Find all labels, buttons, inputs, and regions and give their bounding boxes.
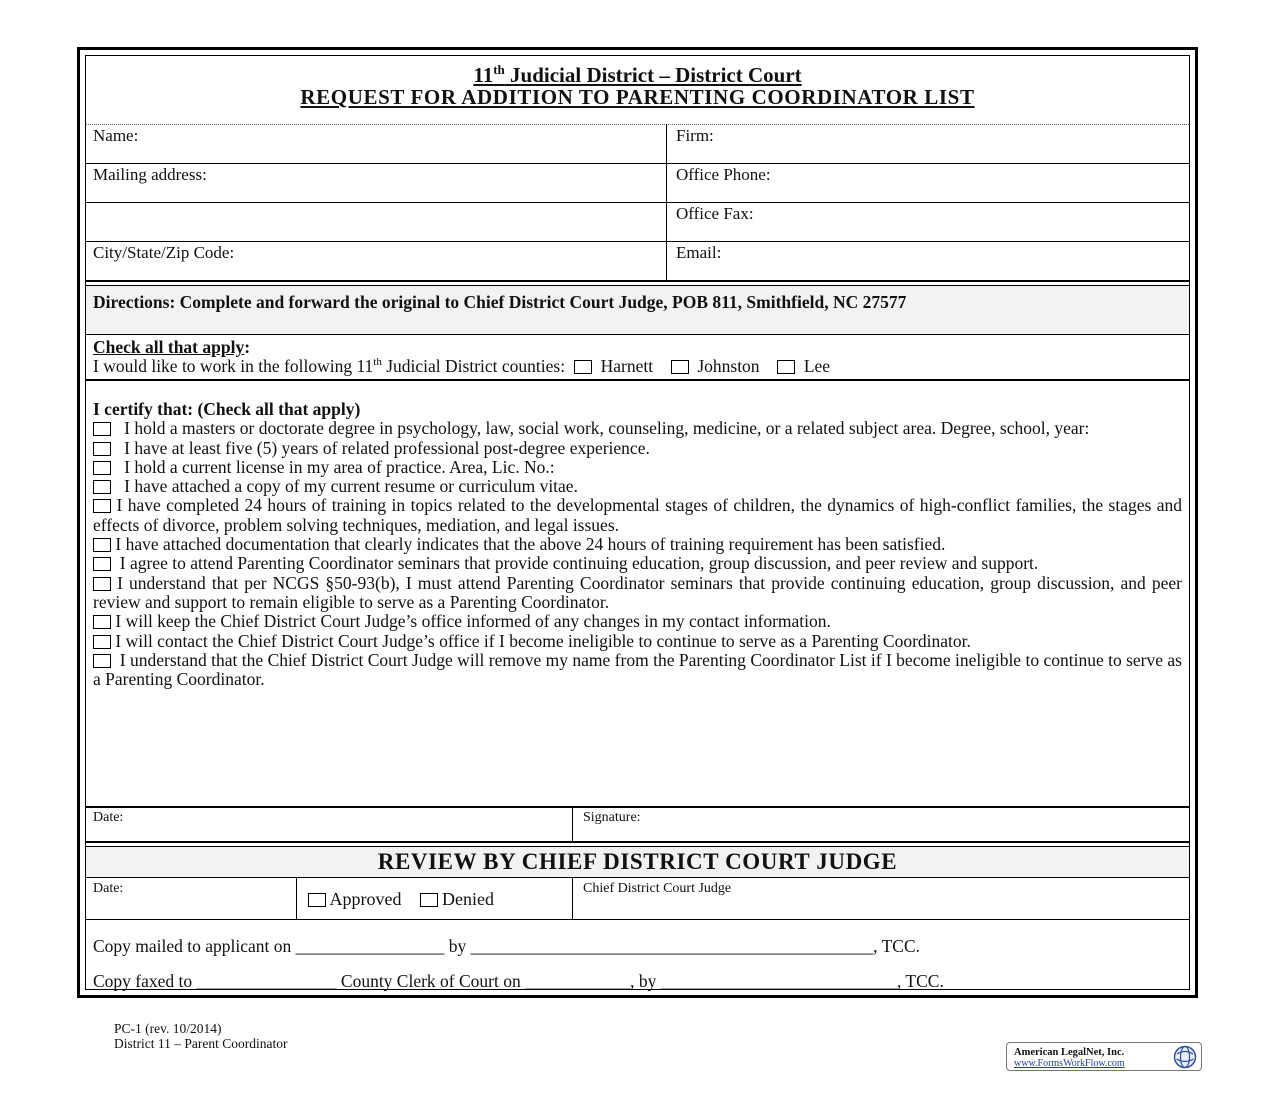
copy-mailed-line[interactable]: Copy mailed to applicant on _________________ by ______________________________________________, TCC. <box>93 936 921 956</box>
divider <box>86 919 1189 920</box>
certify-checkbox-6[interactable] <box>93 538 111 552</box>
certify-item <box>93 439 1182 458</box>
harnett-checkbox[interactable] <box>574 360 592 374</box>
certify-text-10: I will contact the Chief District Court Judge’s office if I become ineligible to continue to serve as a Parenting Coordinator. <box>115 630 971 651</box>
judge-signature-label[interactable]: Chief District Court Judge <box>583 881 732 896</box>
check-all-label <box>93 337 250 358</box>
office-phone-field-label[interactable]: Office Phone: <box>676 165 771 184</box>
form-footer <box>114 1021 287 1051</box>
certify-checkbox-4[interactable] <box>93 480 111 494</box>
certify-checkbox-8[interactable] <box>93 577 111 591</box>
form-number: PC-1 (rev. 10/2014) <box>114 1021 222 1036</box>
form-inner-border <box>85 55 1190 990</box>
certify-text-3: I hold a current license in my area of practice. Area, Lic. No.: <box>124 456 555 477</box>
lee-label: Lee <box>803 356 831 376</box>
certify-item <box>93 535 1182 554</box>
check-all-text: Check all that apply <box>93 337 245 357</box>
check-all-colon: : <box>244 337 251 357</box>
approved-label: Approved <box>329 889 402 909</box>
divider <box>86 163 1189 164</box>
lee-checkbox[interactable] <box>777 360 795 374</box>
certify-checkbox-7[interactable] <box>93 557 111 571</box>
review-date-field-label[interactable]: Date: <box>93 881 124 896</box>
divider <box>86 124 1189 125</box>
certify-section <box>93 400 1182 689</box>
form-outer-border <box>77 47 1198 998</box>
applicant-date-field-label[interactable]: Date: <box>93 810 124 825</box>
directions-section <box>86 286 1189 335</box>
johnston-checkbox[interactable] <box>671 360 689 374</box>
divider <box>86 280 1189 282</box>
certify-item <box>93 632 1182 651</box>
johnston-label: Johnston <box>697 356 760 376</box>
certify-text-11: I understand that the Chief District Court Judge will remove my name from the Parenting Coordinator List if I become ineligible to continue to serve as a Parenting Coordinator. <box>93 649 1182 690</box>
form-district: District 11 – Parent Coordinator <box>114 1036 288 1051</box>
title-ordinal: 11 <box>473 63 494 87</box>
form-title-line2: REQUEST FOR ADDITION TO PARENTING COORDINATOR LIST <box>300 85 975 109</box>
legalnet-logo[interactable] <box>1006 1042 1202 1071</box>
title-court: Judicial District – District Court <box>504 63 802 87</box>
counties-ordinal-suffix: th <box>373 356 382 369</box>
certify-text-5: I have completed 24 hours of training in topics related to the developmental stages of children, the dynamics of high-conflict families, the stages and effects of divorce, problem solving techniques, mediation, and legal issues. <box>93 495 1183 535</box>
column-divider <box>572 807 573 842</box>
denied-label: Denied <box>442 889 494 909</box>
certify-text-2: I have at least five (5) years of related professional post-degree experience. <box>124 437 650 458</box>
copy-faxed-line[interactable]: Copy faxed to ________________ County Clerk of Court on ____________, by ___________________________, TCC. <box>93 971 944 991</box>
divider <box>86 841 1189 843</box>
certify-checkbox-3[interactable] <box>93 461 111 475</box>
certify-text-4: I have attached a copy of my current resume or curriculum vitae. <box>124 476 578 497</box>
divider <box>86 379 1189 381</box>
denied-checkbox[interactable] <box>420 893 438 907</box>
certify-item <box>93 419 1182 438</box>
firm-field-label[interactable]: Firm: <box>676 126 714 145</box>
divider <box>86 334 1189 335</box>
certify-checkbox-10[interactable] <box>93 635 111 649</box>
decision-row <box>308 889 494 910</box>
certify-text-1: I hold a masters or doctorate degree in psychology, law, social work, counseling, medicine, or a related subject area. Degree, school, year: <box>124 418 1090 439</box>
counties-prefix-rest: Judicial District counties: <box>381 356 566 376</box>
certify-item <box>93 458 1182 477</box>
city-state-zip-field-label[interactable]: City/State/Zip Code: <box>93 243 235 262</box>
applicant-signature-field-label[interactable]: Signature: <box>583 810 641 825</box>
certify-item <box>93 477 1182 496</box>
office-fax-field-label[interactable]: Office Fax: <box>676 204 754 223</box>
column-divider <box>572 878 573 919</box>
divider <box>86 806 1189 808</box>
certify-item <box>93 612 1182 631</box>
globe-icon <box>1173 1045 1197 1069</box>
review-heading: REVIEW BY CHIEF DISTRICT COURT JUDGE <box>86 847 1189 877</box>
certify-checkbox-5[interactable] <box>93 499 111 513</box>
certify-text-6: I have attached documentation that clearly indicates that the above 24 hours of training requirement has been satisfied. <box>115 534 946 555</box>
harnett-label: Harnett <box>600 356 654 376</box>
certify-text-8: I understand that per NCGS §50-93(b), I must attend Parenting Coordinator seminars that provide continuing education, group discussion, and peer review and support to remain eligible to serve as a Parenting Coordinator. <box>93 572 1182 612</box>
divider <box>86 241 1189 242</box>
column-divider <box>666 124 667 282</box>
certify-text-7: I agree to attend Parenting Coordinator seminars that provide continuing education, group discussion, and peer review and support. <box>119 553 1039 574</box>
divider <box>86 202 1189 203</box>
certify-item <box>93 554 1182 573</box>
counties-prefix: I would like to work in the following 11 <box>93 356 374 376</box>
mailing-address-field-label[interactable]: Mailing address: <box>93 165 207 184</box>
certify-checkbox-11[interactable] <box>93 654 111 668</box>
logo-company: American LegalNet, Inc. <box>1014 1047 1125 1058</box>
certify-checkbox-1[interactable] <box>93 422 111 436</box>
certify-checkbox-9[interactable] <box>93 615 111 629</box>
certify-item <box>93 496 1182 535</box>
certify-item <box>93 651 1182 690</box>
certify-heading: I certify that: (Check all that apply) <box>93 399 361 419</box>
name-field-label[interactable]: Name: <box>93 126 139 145</box>
column-divider <box>296 878 297 919</box>
logo-url-link[interactable]: www.FormsWorkFlow.com <box>1014 1058 1125 1069</box>
certify-item <box>93 574 1182 613</box>
approved-checkbox[interactable] <box>308 893 326 907</box>
certify-checkbox-2[interactable] <box>93 442 111 456</box>
directions-text: Directions: Complete and forward the original to Chief District Court Judge, POB 811, Smithfield, NC 27577 <box>93 292 907 312</box>
email-field-label[interactable]: Email: <box>676 243 722 262</box>
counties-row <box>93 356 830 377</box>
title-ordinal-suffix: th <box>493 62 505 77</box>
divider <box>86 877 1189 878</box>
certify-text-9: I will keep the Chief District Court Judge’s office informed of any changes in my contact information. <box>115 611 831 632</box>
